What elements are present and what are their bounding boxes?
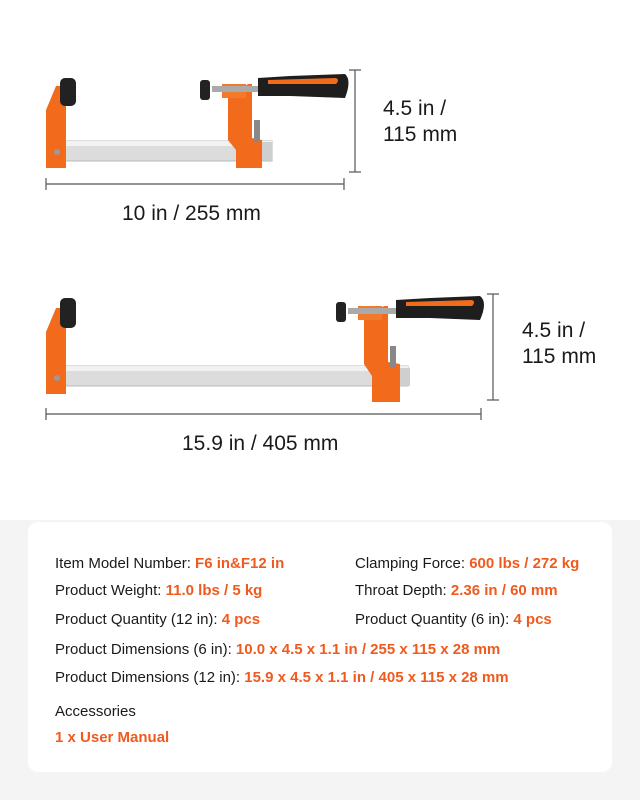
spec-model	[55, 554, 284, 574]
spec-qty-12-label: Product Quantity (12 in):	[55, 611, 222, 628]
accessories-title: Accessories	[55, 703, 136, 720]
large-height-label-line1: 4.5 in /	[522, 319, 586, 342]
large-length-label: 15.9 in / 405 mm	[182, 432, 339, 455]
small-length-label: 10 in / 255 mm	[122, 202, 261, 225]
accessories-item: 1 x User Manual	[55, 729, 170, 746]
spec-throat-depth-value: 2.36 in / 60 mm	[450, 582, 558, 599]
spec-dims-12	[55, 668, 509, 688]
spec-weight	[55, 581, 262, 601]
spec-clamping-force-value: 600 lbs / 272 kg	[469, 555, 580, 572]
spec-clamping-force	[355, 554, 579, 574]
spec-qty-6-value: 4 pcs	[513, 611, 552, 628]
spec-dims-12-label: Product Dimensions (12 in):	[55, 669, 245, 686]
spec-dims-12-value: 15.9 x 4.5 x 1.1 in / 405 x 115 x 28 mm	[244, 669, 509, 686]
spec-model-label: Item Model Number:	[55, 555, 196, 572]
large-height-label-line2: 115 mm	[522, 345, 597, 368]
small-height-label-line2: 115 mm	[383, 123, 458, 146]
spec-weight-label: Product Weight:	[55, 582, 166, 599]
spec-qty-6-label: Product Quantity (6 in):	[355, 611, 514, 628]
spec-model-value: F6 in&F12 in	[195, 555, 285, 572]
spec-clamping-force-label: Clamping Force:	[355, 555, 470, 572]
spec-qty-12-value: 4 pcs	[221, 611, 261, 628]
spec-throat-depth-label: Throat Depth:	[355, 582, 451, 599]
spec-qty-6	[355, 610, 552, 630]
spec-throat-depth	[355, 581, 558, 601]
small-height-label-line1: 4.5 in /	[383, 97, 447, 120]
spec-qty-12	[55, 610, 260, 630]
spec-weight-value: 11.0 lbs / 5 kg	[165, 582, 263, 599]
spec-dims-6	[55, 640, 500, 660]
spec-card	[28, 522, 612, 772]
spec-dims-6-value: 10.0 x 4.5 x 1.1 in / 255 x 115 x 28 mm	[235, 641, 501, 658]
spec-dims-6-label: Product Dimensions (6 in):	[55, 641, 236, 658]
